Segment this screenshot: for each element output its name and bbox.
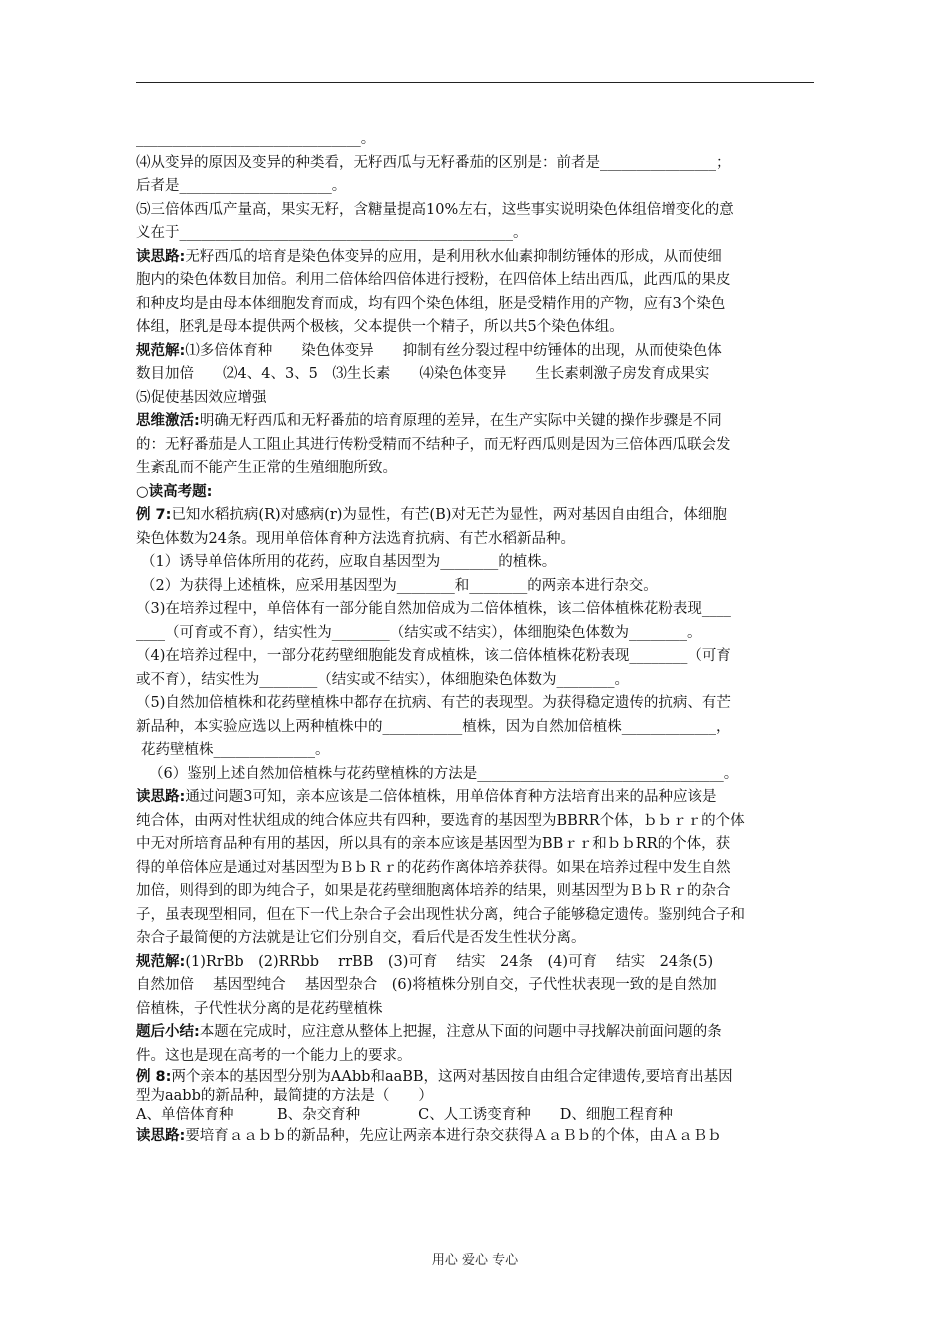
header-rule [136, 82, 814, 83]
solution-label: 规范解: [136, 342, 186, 359]
example-8-label: 例 8: [136, 1069, 172, 1085]
sub-question-5-cont: 新品种，本实验应选以上两种植株中的___________植株，因为自然加倍植株_____________， [136, 718, 731, 735]
example-7-label: 例 7: [136, 507, 172, 523]
solution-1-line: 数目加倍 ⑵4、4、3、5 ⑶生长素 ⑷染色体变异 生长素刺激子房发育成果实 [136, 366, 710, 382]
reasoning-label: 读思路: [136, 1128, 186, 1144]
section-heading-exam: ○读高考题: [136, 483, 213, 500]
page-footer: 用心 爱心 专心 [431, 1253, 519, 1268]
question-5: ⑸三倍体西瓜产量高，果实无籽，含糖量提高10%左右，这些事实说明染色体组倍增变化的意 [136, 201, 734, 218]
reasoning-2-line: 纯合体，由两对性状组成的纯合体应共有四种，要选育的基因型为BBRR个体，ｂｂｒｒ的个体 [136, 812, 745, 829]
example-7: 例 7:已知水稻抗病(R)对感病(r)为显性，有芒(B)对无芒为显性，两对基因自由组合，体细胞 [136, 507, 727, 523]
solution-label: 规范解: [136, 953, 186, 970]
summary-label: 题后小结: [136, 1024, 200, 1040]
reasoning-1-line: 和种皮均是由母本体细胞发育而成，均有四个染色体组，胚是受精作用的产物，应有3个染色 [136, 295, 726, 312]
question-4: ⑷从变异的原因及变异的种类看，无籽西瓜与无籽番茄的区别是：前者是________________； [136, 154, 731, 171]
question-4-cont: 后者是_____________________。 [136, 178, 347, 194]
reasoning-label: 读思路: [136, 248, 186, 265]
summary-line: 件。这也是现在高考的一个能力上的要求。 [136, 1047, 412, 1064]
question-5-cont: 义在于______________________________________________。 [136, 225, 528, 241]
sub-question-4: （4)在培养过程中，一部分花药壁细胞能发育成植株，该二倍体植株花粉表现________（可育 [136, 648, 731, 664]
reasoning-2-line: 加倍，则得到的即为纯合子，如果是花药壁细胞离体培养的结果，则基因型为ＢｂＲｒ的杂合 [136, 883, 731, 899]
reasoning-label: 读思路: [136, 789, 186, 805]
sub-question-5: （5)自然加倍植株和花药壁植株中都存在抗病、有芒的表现型。为获得稳定遗传的抗病、有芒 [136, 695, 731, 711]
reasoning-2-line: 杂合子最简便的方法就是让它们分别自交，看后代是否发生性状分离。 [136, 930, 586, 946]
reasoning-3: 读思路:要培育ａａｂｂ的新品种，先应让两亲本进行杂交获得ＡａＢｂ的个体，由ＡａＢｂ [136, 1128, 722, 1144]
thinking-1-line: 的：无籽番茄是人工阻止其进行传粉受精而不结种子，而无籽西瓜则是因为三倍体西瓜联会发 [136, 436, 731, 453]
reasoning-2: 读思路:通过问题3可知，亲本应该是二倍体植株，用单倍体育种方法培育出来的品种应该是 [136, 789, 717, 805]
example-8-line: 型为aabb的新品种，最简捷的方法是（ ） [136, 1088, 433, 1104]
sub-question-3-cont: ____（可育或不育），结实性为________（结实或不结实），体细胞染色体数为________。 [136, 624, 702, 641]
solution-2-line: 自然加倍 基因型纯合 基因型杂合 (6)将植株分别自交，子代性状表现一致的是自然加 [136, 977, 717, 993]
solution-1: 规范解:⑴多倍体育种 染色体变异 抑制有丝分裂过程中纺锤体的出现，从而使染色体 [136, 342, 722, 359]
solution-2: 规范解:(1)RrBb (2)RRbb rrBB (3)可育 结实 24条 (4)可育 结实 24条(5) [136, 953, 714, 970]
reasoning-2-line: 子，虽表现型相同，但在下一代上杂合子会出现性状分离，纯合子能够稳定遗传。鉴别纯合子和 [136, 906, 745, 923]
document-body [136, 128, 816, 1149]
sub-question-2: （2）为获得上述植株，应采用基因型为________和________的两亲本进行杂交。 [141, 577, 658, 594]
reasoning-1: 读思路:无籽西瓜的培育是染色体变异的应用，是利用秋水仙素抑制纺锤体的形成，从而使细 [136, 248, 722, 265]
sub-question-1: （1）诱导单倍体所用的花药，应取自基因型为________的植株。 [141, 554, 557, 570]
sub-question-4-cont: 或不育），结实性为________（结实或不结实），体细胞染色体数为________。 [136, 671, 629, 688]
thinking-1: 思维激活:明确无籽西瓜和无籽番茄的培育原理的差异，在生产实际中关键的操作步骤是不同 [136, 413, 722, 429]
sub-question-6: （6）鉴别上述自然加倍植株与花药壁植株的方法是__________________________________。 [149, 765, 739, 782]
solution-2-line: 倍植株，子代性状分离的是花药壁植株 [136, 1000, 383, 1017]
sub-question-3: （3)在培养过程中，单倍体有一部分能自然加倍成为二倍体植株，该二倍体植株花粉表现____ [136, 601, 731, 617]
thinking-1-line: 生紊乱而不能产生正常的生殖细胞所致。 [136, 460, 397, 476]
summary: 题后小结:本题在完成时，应注意从整体上把握，注意从下面的问题中寻找解决前面问题的条 [136, 1024, 722, 1040]
reasoning-1-line: 胞内的染色体数目加倍。利用二倍体给四倍体进行授粉，在四倍体上结出西瓜，此西瓜的果皮 [136, 272, 731, 288]
reasoning-1-line: 体组，胚乳是母本提供两个极核，父本提供一个精子，所以共5个染色体组。 [136, 319, 624, 335]
blank-line: _______________________________。 [136, 131, 376, 147]
thinking-label: 思维激活: [136, 413, 200, 429]
example-8-options: A、单倍体育种 B、杂交育种 C、人工诱变育种 D、细胞工程育种 [136, 1107, 673, 1123]
sub-question-5-cont: 花药壁植株______________。 [141, 742, 330, 758]
example-7-line: 染色体数为24条。现用单倍体育种方法选育抗病、有芒水稻新品种。 [136, 530, 575, 547]
reasoning-2-line: 得的单倍体应是通过对基因型为ＢｂＲｒ的花药作离体培养获得。如果在培养过程中发生自然 [136, 859, 731, 876]
reasoning-2-line: 中无对所培育品种有用的基因，所以具有的亲本应该是基因型为BBｒｒ和ｂｂRR的个体，获 [136, 836, 731, 852]
solution-1-line: ⑸促使基因效应增强 [136, 389, 267, 406]
example-8: 例 8:两个亲本的基因型分别为AAbb和aaBB，这两对基因按自由组合定律遗传,要培育出基因 [136, 1069, 733, 1085]
